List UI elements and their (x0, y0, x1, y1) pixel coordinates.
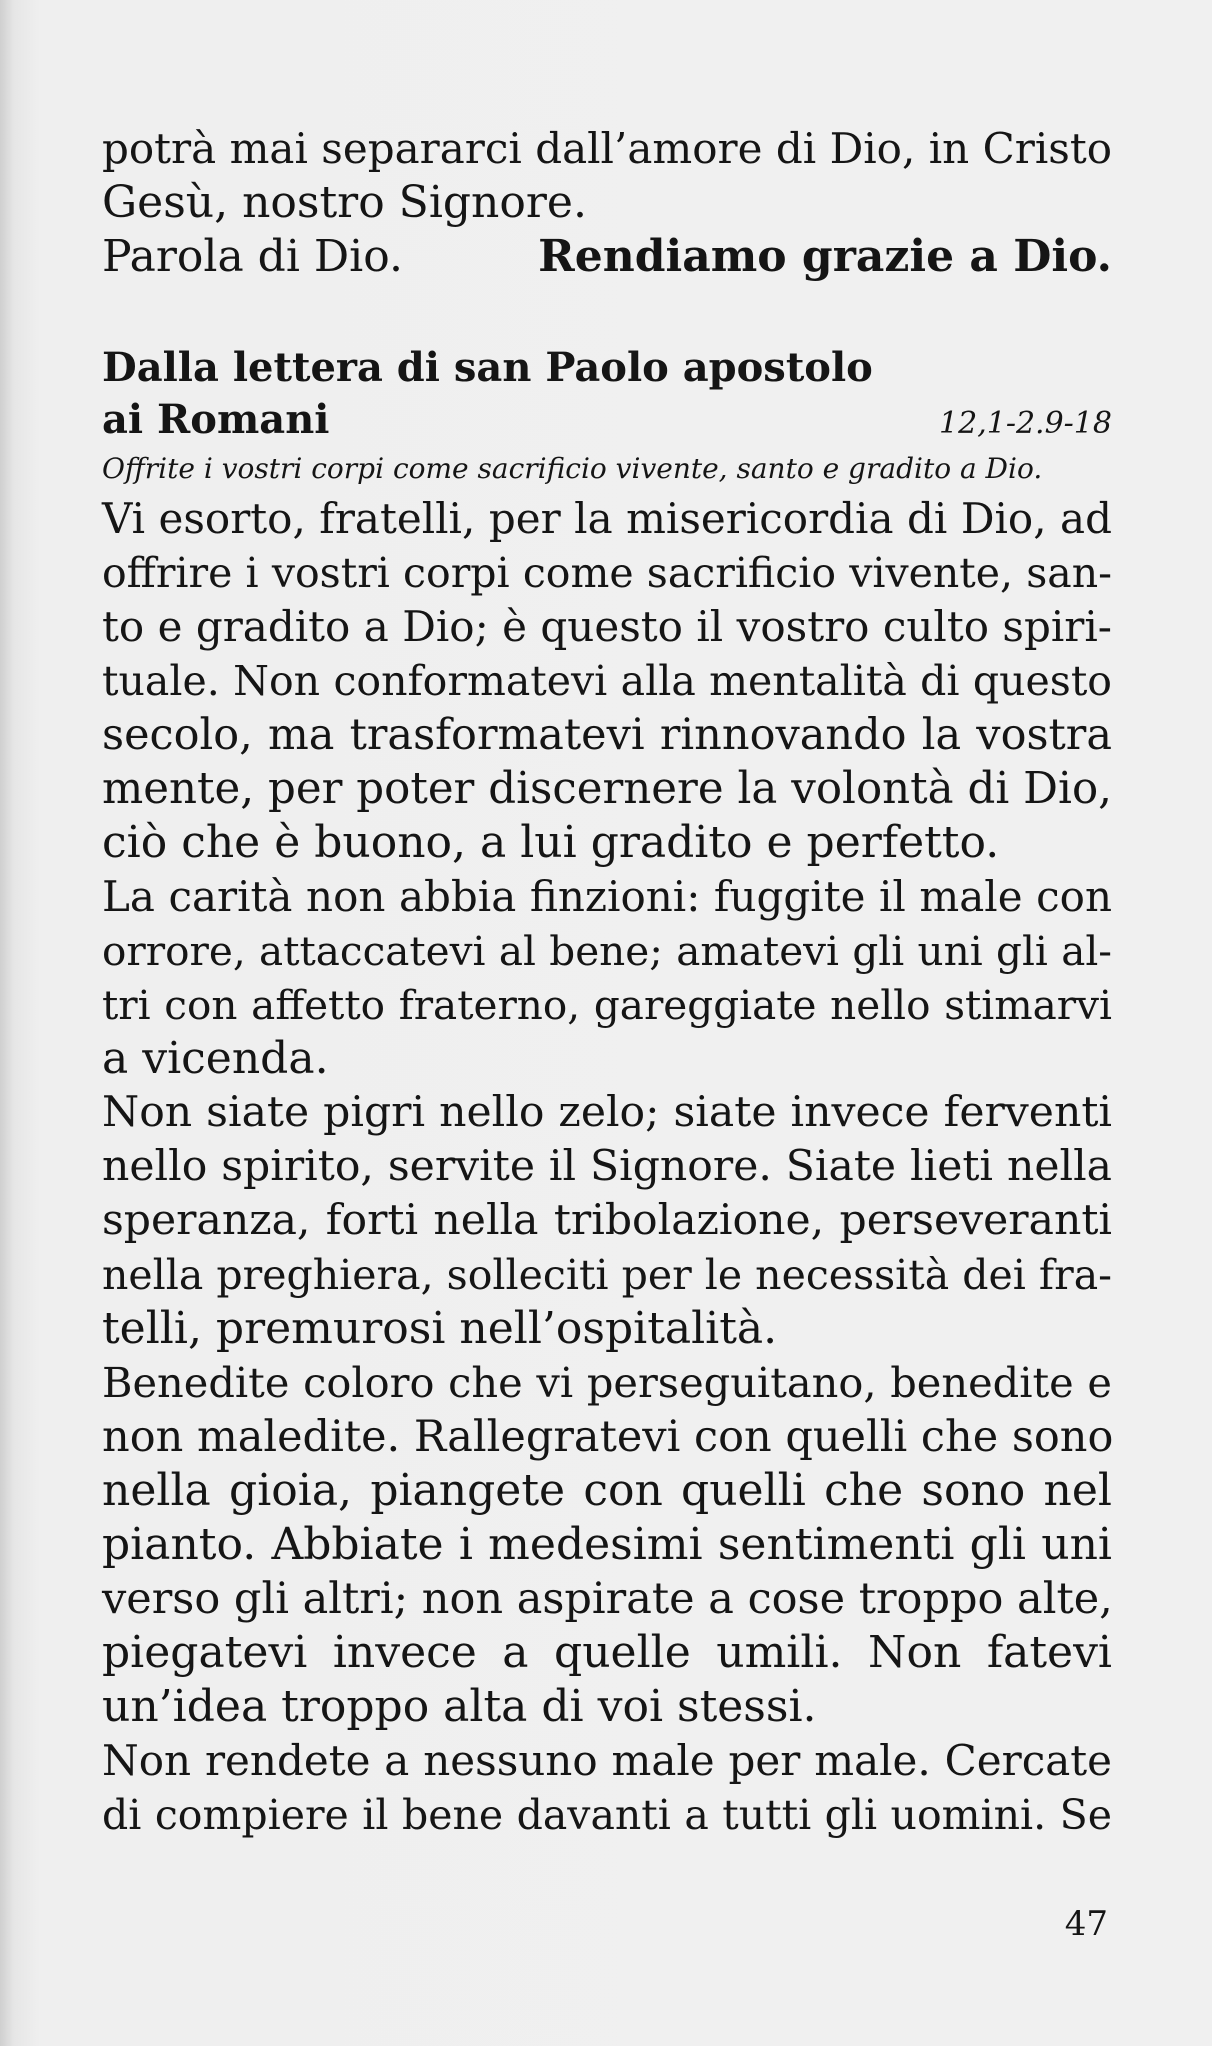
text-line: telli, premurosi nell’ospitalità. (102, 1303, 778, 1354)
response-text: Rendiamo grazie a Dio. (538, 231, 1112, 282)
page-content (102, 122, 1112, 1842)
text-line: tri con affetto fraterno, gareggiate nello stimarvi (102, 981, 1112, 1029)
text-line: potrà mai separarci dall’amore di Dio, in Cristo (102, 124, 1112, 173)
section-gap (102, 284, 1112, 342)
scripture-reference: 12,1-2.9-18 (939, 406, 1112, 441)
text-line: to e gradito a Dio; è questo il vostro culto spiri- (102, 602, 1112, 651)
text-line: Non siate pigri nello zelo; siate invece ferventi (102, 1088, 1112, 1137)
text-line: Non rendete a nessuno male per male. Cercate (102, 1736, 1112, 1785)
text-line: La carità non abbia finzioni: fuggite il male con (102, 872, 1112, 921)
text-line: tuale. Non conformatevi alla mentalità di questo (102, 657, 1112, 705)
closing-line (102, 230, 1112, 284)
text-line: speranza, forti nella tribolazione, perseveranti (102, 1196, 1112, 1245)
text-line: Gesù, nostro Signore. (102, 177, 587, 228)
text-line: ciò che è buono, a lui gradito e perfetto. (102, 817, 1000, 868)
text-line: secolo, ma trasformatevi rinnovando la vostra (102, 710, 1112, 760)
closing-formula: Parola di Dio. (102, 231, 403, 282)
text-line: un’idea troppo alta di voi stessi. (102, 1681, 817, 1732)
text-line: offrire i vostri corpi come sacrificio vivente, san- (102, 549, 1112, 597)
reading-title: Dalla lettera di san Paolo apostolo (102, 344, 873, 391)
text-line: mente, per poter discernere la volontà di Dio, (102, 764, 1112, 814)
reading-subtitle: Offrite i vostri corpi come sacrificio vivente, santo e gradito a Dio. (102, 452, 1043, 485)
text-line: nella gioia, piangete con quelli che sono nel (102, 1465, 1112, 1516)
text-line: piegatevi invece a quelle umili. Non fatevi (102, 1627, 1112, 1678)
text-line: verso gli altri; non aspirate a cose troppo alte, (102, 1574, 1113, 1624)
text-line: di compiere il bene davanti a tutti gli uomini. Se (102, 1791, 1112, 1839)
text-line: Benedite coloro che vi perseguitano, benedite e (102, 1358, 1112, 1407)
page-number: 47 (1064, 1904, 1108, 1944)
reading-title-line (102, 394, 1112, 446)
text-line: orrore, attaccatevi al bene; amatevi gli uni gli al- (102, 927, 1112, 975)
text-line: non maledite. Rallegratevi con quelli che sono (102, 1412, 1114, 1462)
text-line: nello spirito, servite il Signore. Siate lieti nella (102, 1142, 1112, 1191)
text-line: a vicenda. (102, 1033, 329, 1084)
text-line: nella preghiera, solleciti per le necessità dei fra- (102, 1251, 1112, 1299)
text-line: pianto. Abbiate i medesimi sentimenti gli uni (102, 1519, 1112, 1570)
reading-title-continued: ai Romani (102, 396, 330, 443)
text-line: Vi esorto, fratelli, per la misericordia di Dio, ad (102, 494, 1112, 543)
